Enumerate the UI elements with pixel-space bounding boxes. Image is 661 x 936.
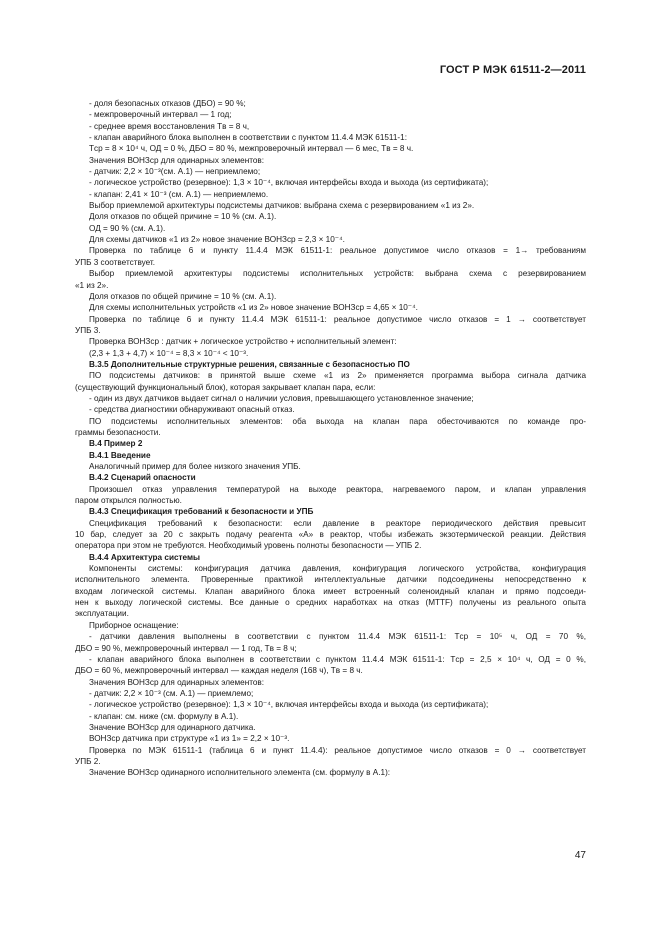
text-line: граммы безопасности.: [75, 427, 161, 437]
text-line: - датчики давления выполнены в соответствии с пунктом 11.4.4 МЭК 61511-1: Tср = 10⁵ ч, ОД = 70 %,: [89, 632, 586, 642]
text-line: - датчик: 2,2 × 10⁻³ (см. А.1) — приемлемо;: [89, 688, 254, 698]
text-line: Для схемы датчиков «1 из 2» новое значение ВОНЗср = 2,3 × 10⁻⁴.: [89, 235, 345, 245]
text-line: Значения ВОНЗср для одинарных элементов:: [89, 155, 265, 165]
text-line: Спецификация требований к безопасности: если давление в реакторе периодического действия превысит: [89, 518, 586, 528]
text-line: паром открылся полностью.: [75, 496, 182, 506]
document-body: [75, 98, 586, 779]
text-line: Проверка по таблице 6 и пункту 11.4.4 МЭК 61511-1: реальное допустимое число отказов = 1→ требованиям: [89, 246, 586, 256]
text-line: «1 из 2».: [75, 280, 109, 290]
text-line: Tср = 8 × 10⁴ ч, ОД = 0 %, ДБО = 80 %, межпроверочный интервал — 6 мес, Tв = 8 ч.: [89, 144, 414, 154]
text-line: - один из двух датчиков выдает сигнал о наличии условия, превышающего установленное значение;: [89, 393, 474, 403]
text-line: Значение ВОНЗср для одинарного датчика.: [89, 722, 256, 732]
text-line: Значения ВОНЗср для одинарных элементов:: [89, 677, 265, 687]
text-line: Для схемы исполнительных устройств «1 из 2» новое значение ВОНЗср = 4,65 × 10⁻⁴.: [89, 303, 418, 313]
text-line: - клапан: см. ниже (см. формулу в А.1).: [89, 711, 239, 721]
text-line: УПБ 3 соответствует.: [75, 257, 156, 267]
text-line: - клапан: 2,41 × 10⁻³ (см. А.1) — неприемлемо.: [89, 189, 269, 199]
text-line: Доля отказов по общей причине = 10 % (см. А.1).: [89, 291, 277, 301]
text-line: Аналогичный пример для более низкого значения УПБ.: [89, 462, 301, 471]
text-line: - клапан аварийного блока выполнен в соответствии с пунктом 11.4.4 МЭК 61511-1:: [89, 133, 407, 143]
text-line: - датчик: 2,2 × 10⁻³(см. А.1) — неприемлемо;: [89, 167, 261, 177]
text-line: 10 бар, следует за 20 с закрыть подачу реагента «А» в реактор, чтобы избежать экзотермической реакции. Действия: [75, 530, 586, 540]
text-line: - межпроверочный интервал — 1 год;: [89, 110, 232, 120]
text-line: - клапан аварийного блока выполнен в соответствии с пунктом 11.4.4 МЭК 61511-1: Tср = 2,5 × 10⁴ ч, ОД = 0 %,: [89, 654, 586, 664]
text-line: Выбор приемлемой архитектуры подсистемы датчиков: выбрана схема с резервированием «1 из 2».: [89, 201, 475, 211]
text-line: ОД = 90 % (см. А.1).: [89, 223, 166, 233]
section-heading: В.4 Пример 2: [89, 439, 143, 449]
section-heading: В.4.1 Введение: [89, 450, 151, 460]
text-line: оператора при этом не требуются. Необходимый уровень полноты безопасности — УПБ 2.: [75, 541, 422, 551]
text-line: - логическое устройство (резервное): 1,3 × 10⁻⁴, включая интерфейсы входа и выхода (из сертификата);: [89, 700, 489, 710]
section-heading: В.3.5 Дополнительные структурные решения, связанные с безопасностью ПО: [89, 359, 410, 369]
text-line: - доля безопасных отказов (ДБО) = 90 %;: [89, 99, 246, 108]
section-heading: В.4.3 Спецификация требований к безопасности и УПБ: [89, 507, 314, 517]
text-line: (2,3 + 1,3 + 4,7) × 10⁻⁴ = 8,3 × 10⁻⁴ < 10⁻³.: [89, 348, 249, 358]
text-line: ПО подсистемы датчиков: в принятой выше схеме «1 из 2» применяется программа выбора сигнала датчика: [89, 371, 586, 381]
text-line: исполнительного элемента. Проверенные практикой интеллектуальные датчики подсоединены непосредственно к: [75, 575, 586, 585]
text-line: ДБО = 60 %, межпроверочный интервал — каждая неделя (168 ч), Tв = 8 ч.: [75, 666, 363, 676]
text-line: Проверка по МЭК 61511-1 (таблица 6 и пункт 11.4.4): реальное допустимое число отказов = 0 → соответствует: [89, 745, 586, 755]
text-line: Доля отказов по общей причине = 10 % (см. А.1).: [89, 212, 277, 222]
text-line: - средства диагностики обнаруживают опасный отказ.: [89, 405, 295, 415]
page-number: 47: [574, 850, 586, 861]
text-line: входам логической системы. Клапан аварийного блока имеет встроенный соленоидный клапан и прямо подсоеди-: [75, 586, 586, 596]
text-line: УПБ 2.: [75, 756, 101, 766]
text-line: Проверка ВОНЗср : датчик + логическое устройство + исполнительный элемент:: [89, 337, 397, 347]
text-line: нен к выходу логической системы. Все данные о средних наработках на отказ (MTTF) получены из реального опыта: [75, 598, 586, 608]
text-line: УПБ 3.: [75, 325, 101, 335]
text-line: Проверка по таблице 6 и пункту 11.4.4 МЭК 61511-1: реальное допустимое число отказов = 1 → соответствует: [89, 314, 586, 324]
standard-header: ГОСТ Р МЭК 61511-2—2011: [439, 64, 586, 76]
text-line: (существующий функциональный блок), которая закрывает клапан пара, если:: [75, 382, 376, 392]
text-line: - логическое устройство (резервное): 1,3 × 10⁻⁴, включая интерфейсы входа и выхода (из сертификата);: [89, 178, 489, 188]
text-line: Компоненты системы: конфигурация датчика давления, конфигурация логического устройства, конфигурация: [89, 564, 586, 574]
text-line: ВОНЗср датчика при структуре «1 из 1» = 2,2 × 10⁻³.: [89, 734, 290, 744]
section-heading: В.4.4 Архитектура системы: [89, 552, 201, 562]
text-line: ПО подсистемы исполнительных элементов: оба выхода на клапан пара обесточиваются по команде про-: [89, 416, 586, 426]
text-line: Выбор приемлемой архитектуры подсистемы исполнительных устройств: выбрана схема с резервированием: [89, 269, 586, 279]
text-line: ДБО = 90 %, межпроверочный интервал — 1 год, Tв = 8 ч;: [75, 643, 297, 653]
section-heading: В.4.2 Сценарий опасности: [89, 473, 196, 483]
text-line: Произошел отказ управления температурой на выходе реактора, нагреваемого паром, и клапан управления: [89, 484, 586, 494]
text-line: Значение ВОНЗср одинарного исполнительного элемента (см. формулу в А.1):: [89, 768, 391, 778]
text-line: - среднее время восстановления Tв = 8 ч,: [89, 121, 250, 131]
text-line: эксплуатации.: [75, 609, 129, 619]
text-line: Приборное оснащение:: [89, 620, 179, 630]
